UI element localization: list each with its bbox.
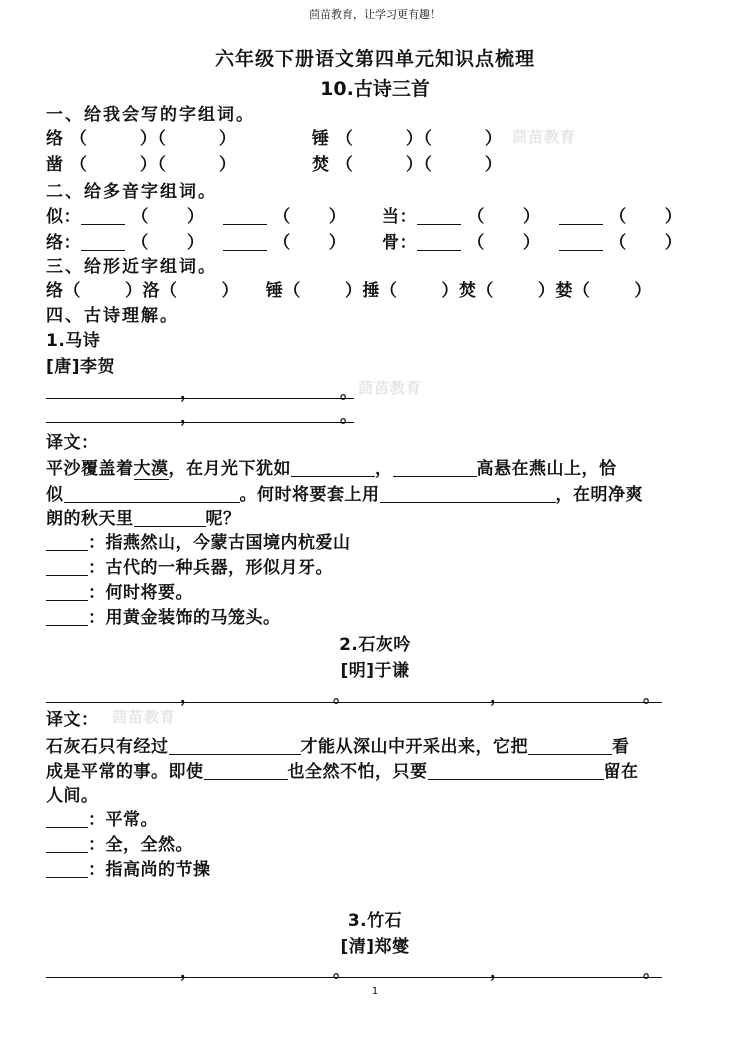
paren-close: ） [634, 281, 652, 301]
blank-line[interactable] [428, 762, 604, 780]
blank-line[interactable] [169, 737, 301, 755]
similar-char: 婪 [555, 281, 573, 301]
char-fen: 焚 [312, 155, 330, 175]
poem1-translation-2 [46, 480, 643, 505]
paren-blank[interactable]: （ ） [423, 155, 503, 175]
paren-open: （ [572, 281, 591, 301]
paren-open: （ [131, 233, 149, 253]
paren-open: （ [609, 207, 627, 227]
poem1-line1-blank[interactable] [46, 398, 354, 399]
blank-line[interactable] [46, 608, 88, 626]
paren-close: ） [522, 207, 541, 227]
text: 石灰石只有经过 [46, 737, 169, 757]
note-text: ：平常。 [88, 810, 158, 830]
paren-blank[interactable]: （ ） [157, 129, 237, 149]
poem2-period: 。 [333, 687, 351, 707]
poly-char-dang: 当： [382, 207, 417, 227]
poem1-note [46, 603, 281, 628]
poem3-comma: ， [180, 962, 198, 982]
blank-line[interactable] [46, 533, 88, 551]
sec1-row2-right [312, 150, 502, 175]
paren-blank[interactable]: （ ） [69, 129, 158, 149]
paren-open: （ [476, 281, 494, 301]
poem2-translation-2 [46, 757, 639, 782]
note-text: ：全，全然。 [88, 835, 193, 855]
paren-open: （ [273, 233, 291, 253]
paren-blank[interactable]: （ ） [335, 129, 424, 149]
text: 成是平常的事。即使 [46, 762, 204, 782]
paren-open: （ [467, 233, 485, 253]
poem2-comma: ， [490, 687, 508, 707]
sec2-row1 [46, 202, 346, 227]
paren-blank[interactable]: （ ） [157, 155, 237, 175]
sec1-row2-left [46, 150, 236, 175]
poem2-note [46, 805, 158, 830]
poem2-translation-1 [46, 732, 630, 757]
paren-open: （ [160, 281, 178, 301]
poly-char-si: 似： [46, 207, 81, 227]
poly-char-luo: 络： [46, 233, 81, 253]
similar-char: 捶 [362, 281, 380, 301]
similar-char: 焚 [458, 281, 477, 301]
sec3-row [46, 276, 652, 301]
watermark: 茴苗教育 [512, 128, 577, 146]
paren-close: ） [328, 207, 347, 227]
blank-line[interactable] [46, 810, 88, 828]
poem2-title: 2.石灰吟 [339, 635, 411, 655]
text: 留在 [603, 762, 639, 782]
poem2-comma: ， [180, 687, 198, 707]
blank-line[interactable] [64, 485, 240, 503]
text: 。何时将要套上用 [239, 485, 380, 505]
blank-line[interactable] [223, 233, 267, 251]
poem3-comma: ， [490, 962, 508, 982]
text: 看 [612, 737, 630, 757]
paren-open: （ [63, 281, 81, 301]
poem3-author: [清]郑燮 [340, 937, 410, 957]
paren-close: ） [186, 233, 205, 253]
paren-close: ） [441, 281, 459, 301]
blank-line[interactable] [559, 207, 603, 225]
page-number: 1 [371, 986, 379, 997]
poem2-author: [明]于谦 [340, 661, 410, 681]
text: 也全然不怕，只要 [287, 762, 428, 782]
blank-line[interactable] [81, 233, 125, 251]
poem2-translation-3: 人间。 [46, 786, 99, 806]
blank-line[interactable] [528, 737, 612, 755]
page-title: 六年级下册语文第四单元知识点梳理 [214, 48, 535, 70]
char-chui: 锤 [312, 129, 330, 149]
paren-close: ） [186, 207, 205, 227]
sec2-row1-right [382, 202, 682, 227]
paren-open: （ [283, 281, 301, 301]
paren-close: ） [664, 233, 683, 253]
poem1-period: 。 [340, 407, 358, 427]
blank-line[interactable] [380, 485, 556, 503]
poem1-note [46, 578, 193, 603]
text: 似 [46, 485, 64, 505]
paren-close: ） [664, 207, 683, 227]
sec2-row2-right [382, 228, 682, 253]
note-text: ：古代的一种兵器，形似月牙。 [88, 558, 333, 578]
paren-close: ） [221, 281, 239, 301]
poem2-period: 。 [643, 687, 661, 707]
poem1-note [46, 528, 351, 553]
sec1-row1-left [46, 124, 236, 149]
keyword-damo: 大漠 [133, 459, 169, 479]
text: 高悬在燕山上，恰 [476, 459, 617, 479]
blank-line[interactable] [46, 860, 88, 878]
watermark: 茴苗教育 [112, 708, 177, 726]
similar-char: 锤 [265, 281, 284, 301]
blank-line[interactable] [291, 459, 375, 477]
blank-line[interactable] [134, 509, 206, 527]
poem1-author: [唐]李贺 [46, 357, 116, 377]
note-text: ：何时将要。 [88, 583, 193, 603]
paren-open: （ [467, 207, 485, 227]
paren-close: ） [125, 281, 143, 301]
blank-line[interactable] [46, 835, 88, 853]
text: 平沙覆盖着 [46, 459, 134, 479]
poem3-period: 。 [333, 962, 351, 982]
note-text: ：用黄金装饰的马笼头。 [88, 608, 281, 628]
poem3-title: 3.竹石 [347, 911, 403, 931]
char-luo: 络 [46, 129, 64, 149]
poem2-yiwen: 译文： [46, 710, 99, 730]
paren-open: （ [379, 281, 398, 301]
poem1-yiwen: 译文： [46, 433, 99, 453]
paren-close: ） [522, 233, 541, 253]
poem1-translation-3 [46, 504, 241, 529]
paren-open: （ [273, 207, 291, 227]
paren-close: ） [537, 281, 556, 301]
blank-line[interactable] [393, 459, 477, 477]
text: 呢？ [205, 509, 241, 529]
text: ，在月光下犹如 [168, 459, 291, 479]
poem3-line-blank[interactable] [46, 977, 662, 978]
poem1-title: 1.马诗 [46, 331, 101, 351]
blank-line[interactable] [204, 762, 288, 780]
paren-blank[interactable]: （ ） [335, 155, 424, 175]
similar-char: 络 [46, 281, 64, 301]
poem1-note [46, 553, 333, 578]
char-zao: 凿 [46, 155, 64, 175]
text: 朗的秋天里 [46, 509, 134, 529]
sec2-heading: 二、给多音字组词。 [46, 182, 217, 202]
blank-line[interactable] [46, 558, 88, 576]
paren-open: （ [609, 233, 627, 253]
poem2-note [46, 855, 211, 880]
sec2-row2 [46, 228, 346, 253]
paren-blank[interactable]: （ ） [69, 155, 158, 175]
paren-close: ） [344, 281, 363, 301]
poem1-translation-1 [46, 454, 617, 479]
poem1-line2-blank[interactable] [46, 422, 354, 423]
sec1-heading: 一、给我会写的字组词。 [46, 105, 255, 125]
poly-char-gu: 骨： [382, 233, 417, 253]
blank-line[interactable] [417, 207, 461, 225]
note-text: ：指高尚的节操 [88, 860, 211, 880]
blank-line[interactable] [223, 207, 267, 225]
sec4-heading: 四、古诗理解。 [46, 306, 179, 326]
header-brand: 茴苗教育，让学习更有趣！ [309, 8, 441, 21]
text: ，在明净爽 [555, 485, 643, 505]
poem1-comma: ， [180, 383, 198, 403]
poem1-comma: ， [180, 407, 198, 427]
similar-char: 洛 [142, 281, 160, 301]
blank-line[interactable] [81, 207, 125, 225]
poem3-period: 。 [643, 962, 661, 982]
text: ， [375, 459, 393, 479]
sec3-heading: 三、给形近字组词。 [46, 257, 217, 277]
paren-close: ） [328, 233, 347, 253]
blank-line[interactable] [46, 583, 88, 601]
blank-line[interactable] [417, 233, 461, 251]
sec1-row1-right [312, 124, 502, 149]
note-text: ：指燕然山，今蒙古国境内杭爱山 [88, 533, 351, 553]
poem1-period: 。 [340, 383, 358, 403]
paren-open: （ [131, 207, 149, 227]
watermark: 茴苗教育 [358, 379, 423, 397]
poem2-line-blank[interactable] [46, 702, 662, 703]
text: 才能从深山中开采出来，它把 [300, 737, 528, 757]
lesson-title: 10.古诗三首 [320, 78, 430, 100]
poem2-note [46, 830, 193, 855]
blank-line[interactable] [559, 233, 603, 251]
paren-blank[interactable]: （ ） [423, 129, 503, 149]
